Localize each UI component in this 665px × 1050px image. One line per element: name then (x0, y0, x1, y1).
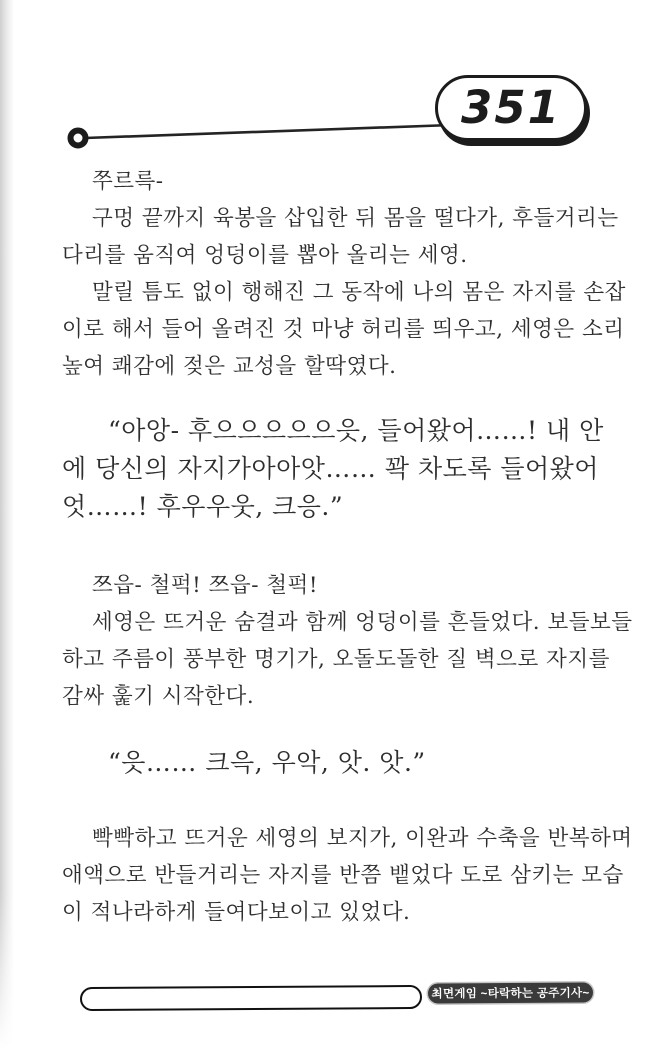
text-line: 감싸 훑기 시작한다. (62, 684, 255, 709)
text-line: 에 당신의 자지가아아앗…… 꽉 차도록 들어왔어 (62, 454, 599, 483)
text-line: 이 적나라하게 들여다보이고 있었다. (62, 900, 411, 925)
text-line: 높여 쾌감에 젖은 교성을 할딱였다. (62, 354, 397, 379)
narration-block (62, 604, 633, 715)
footer-rule-box (80, 985, 422, 1011)
text-line: 구멍 끝까지 육봉을 삽입한 뒤 몸을 떨다가, 후들거리는 (92, 206, 619, 231)
text-blocks (62, 163, 633, 931)
dialogue-block (62, 412, 607, 526)
dialogue-block (62, 744, 607, 782)
text-line: 쯔읍- 철퍽! 쯔읍- 철퍽! (92, 573, 318, 598)
page-number-badge (435, 75, 587, 141)
text-line: 엇……! 후우우웃, 크응.” (62, 492, 344, 521)
text-line: “아앙- 후으으으으으읏, 들어왔어……! 내 안 (108, 416, 604, 445)
text-line: 빡빡하고 뜨거운 세영의 보지가, 이완과 수축을 반복하며 (92, 826, 633, 851)
text-line: 다리를 움직여 엉덩이를 뽑아 올리는 세영. (62, 243, 468, 268)
narration-block (62, 200, 619, 274)
narration-block (62, 567, 607, 604)
footer-series-badge (428, 982, 593, 1003)
narration-block (62, 274, 626, 385)
footer-series-title: 최면게임 ~타락하는 공주기사~ (431, 987, 590, 1001)
narration-block (62, 163, 607, 200)
text-line: 이로 해서 들어 올려진 것 마냥 허리를 띄우고, 세영은 소리 (62, 317, 625, 342)
page-number: 351 (461, 80, 561, 134)
text-line: “읏…… 크윽, 우악, 앗. 앗.” (108, 748, 426, 777)
text-line: 쭈르륵- (92, 169, 164, 194)
narration-block (62, 820, 633, 931)
text-line: 말릴 틈도 없이 행해진 그 동작에 나의 몸은 자지를 손잡 (92, 280, 626, 305)
text-line: 하고 주름이 풍부한 명기가, 오돌도돌한 질 벽으로 자지를 (62, 647, 610, 672)
text-line: 세영은 뜨거운 숨결과 함께 엉덩이를 흔들었다. 보들보들 (92, 610, 633, 635)
text-line: 애액으로 반들거리는 자지를 반쯤 뱉었다 도로 삼키는 모습 (62, 863, 624, 888)
